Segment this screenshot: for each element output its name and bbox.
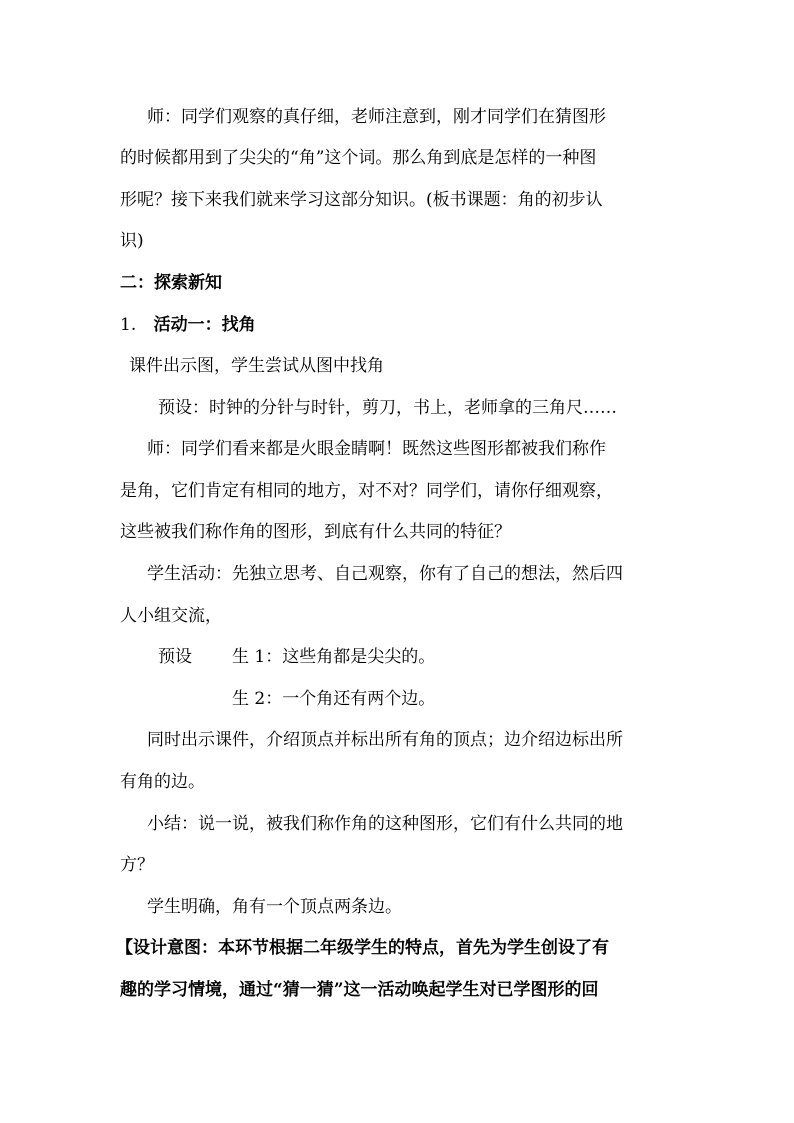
paragraph-line: 学生活动：先独立思考、自己观察，你有了自己的想法，然后四: [147, 564, 623, 584]
paragraph-line: 预设：时钟的分针与时针，剪刀，书上，老师拿的三角尺……: [158, 398, 617, 418]
paragraph-line: 课件出示图，学生尝试从图中找角: [129, 356, 384, 376]
activity-title: 活动一：找角: [153, 315, 256, 335]
preset-answer: 生 1：这些角都是尖尖的。: [232, 647, 436, 667]
section-heading: 二：探索新知: [120, 273, 222, 293]
preset-answer: 生 2：一个角还有两个边。: [232, 689, 436, 709]
paragraph-line: 的时候都用到了尖尖的“角”这个词。那么角到底是怎样的一种图: [120, 148, 597, 168]
paragraph-line: 同时出示课件，介绍顶点并标出所有角的顶点；边介绍边标出所: [147, 730, 623, 750]
paragraph-line: 师：同学们看来都是火眼金睛啊！既然这些图形都被我们称作: [147, 439, 606, 459]
activity-number: 1.: [120, 315, 137, 335]
paragraph-line: 有角的边。: [120, 772, 205, 792]
paragraph-line: 是角，它们肯定有相同的地方，对不对？同学们，请你仔细观察，: [120, 481, 613, 501]
paragraph-line: 师：同学们观察的真仔细，老师注意到，刚才同学们在猜图形: [147, 107, 606, 127]
paragraph-line: 小结：说一说，被我们称作角的这种图形，它们有什么共同的地: [147, 814, 623, 834]
preset-label: 预设: [158, 647, 192, 667]
paragraph-line: 识): [120, 231, 144, 251]
design-intent-line: 【设计意图：本环节根据二年级学生的特点，首先为学生创设了有: [116, 938, 609, 958]
paragraph-line: 形呢？接下来我们就来学习这部分知识。(板书课题：角的初步认: [120, 190, 603, 210]
paragraph-line: 这些被我们称作角的图形，到底有什么共同的特征？: [120, 522, 511, 542]
paragraph-line: 方？: [120, 855, 154, 875]
paragraph-line: 人小组交流，: [120, 606, 222, 626]
paragraph-line: 学生明确，角有一个顶点两条边。: [147, 897, 402, 917]
activity-heading: [120, 314, 256, 336]
design-intent-line: 趣的学习情境，通过“猜一猜”这一活动唤起学生对已学图形的回: [120, 980, 599, 1000]
